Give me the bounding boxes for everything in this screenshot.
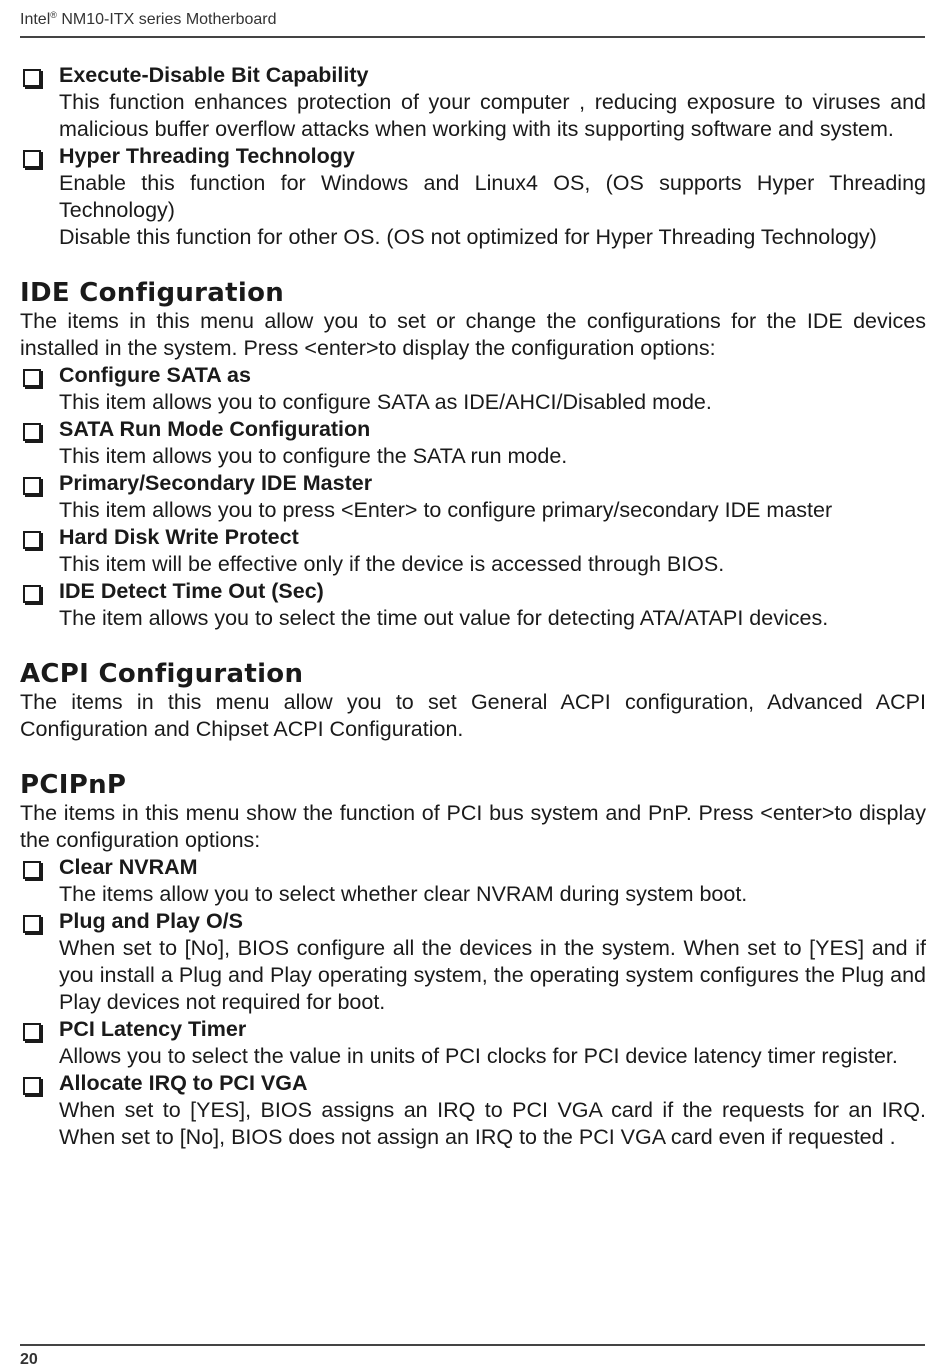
item-description: Enable this function for Windows and Linux4 OS, (OS supports Hyper Threading Technology) [59,171,926,222]
section-description: The items in this menu allow you to set or change the configurations for the IDE devices installed in the system. Press <enter>to display the configuration options: [20,309,926,360]
item-title: Configure SATA as [59,363,251,387]
item-title: SATA Run Mode Configuration [59,417,371,441]
item-description: The item allows you to select the time out value for detecting ATA/ATAPI devices. [59,606,829,630]
item-title: Primary/Secondary IDE Master [59,471,373,495]
header-brand: Intel [20,11,51,28]
list-item [20,1070,926,1151]
checkbox-bullet-icon [23,477,41,495]
item-title: Execute-Disable Bit Capability [59,63,369,87]
item-title: Plug and Play O/S [59,909,243,933]
item-description: The items allow you to select whether clear NVRAM during system boot. [59,882,748,906]
item-title: Clear NVRAM [59,855,198,879]
item-title: IDE Detect Time Out (Sec) [59,579,324,603]
checkbox-bullet-icon [23,915,41,933]
checkbox-bullet-icon [23,531,41,549]
list-item [20,578,926,632]
page-header [20,10,925,38]
section-title-ide: IDE Configuration [20,278,285,308]
item-title: Hard Disk Write Protect [59,525,299,549]
checkbox-bullet-icon [23,423,41,441]
list-item [20,62,926,143]
checkbox-bullet-icon [23,369,41,387]
list-item [20,908,926,1016]
list-item [20,854,926,908]
list-item [20,524,926,578]
header-title: NM10-ITX series Motherboard [61,11,277,28]
item-description: When set to [No], BIOS configure all the devices in the system. When set to [YES] and if you install a Plug and Play operating system, the operating system configures the Plug and Play devices not required for boot. [59,936,926,1014]
item-description: This item allows you to configure SATA as IDE/AHCI/Disabled mode. [59,390,712,414]
item-description: This item allows you to configure the SATA run mode. [59,444,568,468]
list-item [20,1016,926,1070]
list-item [20,416,926,470]
item-title: PCI Latency Timer [59,1017,247,1041]
item-description: This item allows you to press <Enter> to configure primary/secondary IDE master [59,498,833,522]
item-title: Hyper Threading Technology [59,144,355,168]
checkbox-bullet-icon [23,69,41,87]
section-description: The items in this menu show the function of PCI bus system and PnP. Press <enter>to display the configuration options: [20,801,926,852]
item-description: This item will be effective only if the device is accessed through BIOS. [59,552,725,576]
section-title-pcipnp: PCIPnP [20,770,127,800]
checkbox-bullet-icon [23,861,41,879]
item-title: Allocate IRQ to PCI VGA [59,1071,308,1095]
item-description: This function enhances protection of your computer , reducing exposure to viruses and malicious buffer overflow attacks when working with its supporting software and system. [59,90,926,141]
list-item [20,362,926,416]
list-item [20,470,926,524]
checkbox-bullet-icon [23,1077,41,1095]
item-description: Disable this function for other OS. (OS not optimized for Hyper Threading Technology) [59,225,877,249]
page-number: 20 [20,1351,38,1368]
page-footer [20,1344,925,1369]
list-item [20,143,926,251]
section-description: The items in this menu allow you to set General ACPI configuration, Advanced ACPI Configuration and Chipset ACPI Configuration. [20,690,926,741]
section-title-acpi: ACPI Configuration [20,659,304,689]
item-description: When set to [YES], BIOS assigns an IRQ to PCI VGA card if the requests for an IRQ. When set to [No], BIOS does not assign an IRQ to the PCI VGA card even if requested . [59,1098,926,1149]
page-content [20,62,926,1151]
checkbox-bullet-icon [23,585,41,603]
checkbox-bullet-icon [23,150,41,168]
item-description: Allows you to select the value in units of PCI clocks for PCI device latency timer register. [59,1044,898,1068]
registered-mark: ® [50,10,57,20]
checkbox-bullet-icon [23,1023,41,1041]
